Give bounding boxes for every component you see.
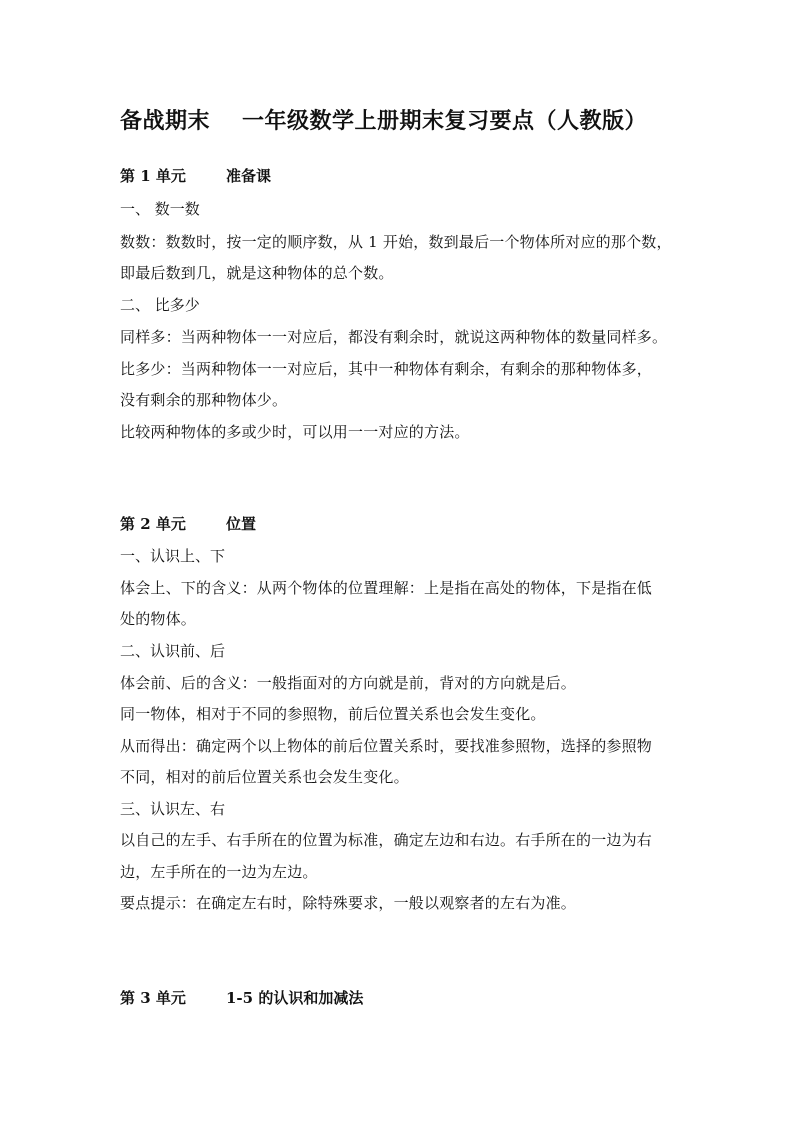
unit-3-label: 第 3 单元	[120, 989, 186, 1007]
document-title	[120, 104, 647, 135]
paragraph-line: 同样多：当两种物体一一对应后，都没有剩余时，就说这两种物体的数量同样多。	[120, 328, 668, 346]
paragraph-line: 边，左手所在的一边为左边。	[120, 863, 318, 881]
title-main: 一年级数学上册期末复习要点（人教版）	[242, 108, 648, 134]
unit-2-label: 第 2 单元	[120, 515, 186, 533]
unit-3-heading	[120, 987, 364, 1008]
unit-1-label: 第 1 单元	[120, 167, 186, 185]
paragraph-line: 数数：数数时，按一定的顺序数，从 1 开始，数到最后一个物体所对应的那个数，	[120, 233, 672, 251]
paragraph-line: 即最后数到几，就是这种物体的总个数。	[120, 264, 394, 282]
paragraph-line: 以自己的左手、右手所在的位置为标准，确定左边和右边。右手所在的一边为右	[120, 831, 653, 849]
unit-2-section-2-heading: 二、认识前、后	[120, 642, 226, 660]
paragraph-line: 从而得出：确定两个以上物体的前后位置关系时，要找准参照物，选择的参照物	[120, 737, 653, 755]
paragraph-line: 不同，相对的前后位置关系也会发生变化。	[120, 768, 409, 786]
paragraph-line: 没有剩余的那种物体少。	[120, 391, 288, 409]
paragraph-line: 体会上、下的含义：从两个物体的位置理解：上是指在高处的物体，下是指在低	[120, 579, 653, 597]
unit-2-name: 位置	[226, 515, 257, 533]
paragraph-line: 比多少：当两种物体一一对应后，其中一种物体有剩余，有剩余的那种物体多，	[120, 360, 653, 378]
unit-2-section-3-heading: 三、认识左、右	[120, 800, 226, 818]
unit-1-section-2-heading: 二、 比多少	[120, 296, 200, 314]
paragraph-line: 要点提示：在确定左右时，除特殊要求，一般以观察者的左右为准。	[120, 894, 577, 912]
unit-1-name: 准备课	[226, 167, 272, 185]
unit-3-name: 1-5 的认识和加减法	[226, 989, 364, 1007]
paragraph-line: 体会前、后的含义：一般指面对的方向就是前，背对的方向就是后。	[120, 674, 577, 692]
unit-1-section-1-heading: 一、 数一数	[120, 200, 200, 218]
paragraph-line: 同一物体，相对于不同的参照物，前后位置关系也会发生变化。	[120, 705, 546, 723]
title-prefix: 备战期末	[120, 108, 211, 134]
unit-2-heading	[120, 513, 257, 534]
paragraph-line: 比较两种物体的多或少时，可以用一一对应的方法。	[120, 423, 470, 441]
unit-2-section-1-heading: 一、认识上、下	[120, 547, 226, 565]
paragraph-line: 处的物体。	[120, 610, 197, 628]
unit-1-heading	[120, 165, 272, 186]
